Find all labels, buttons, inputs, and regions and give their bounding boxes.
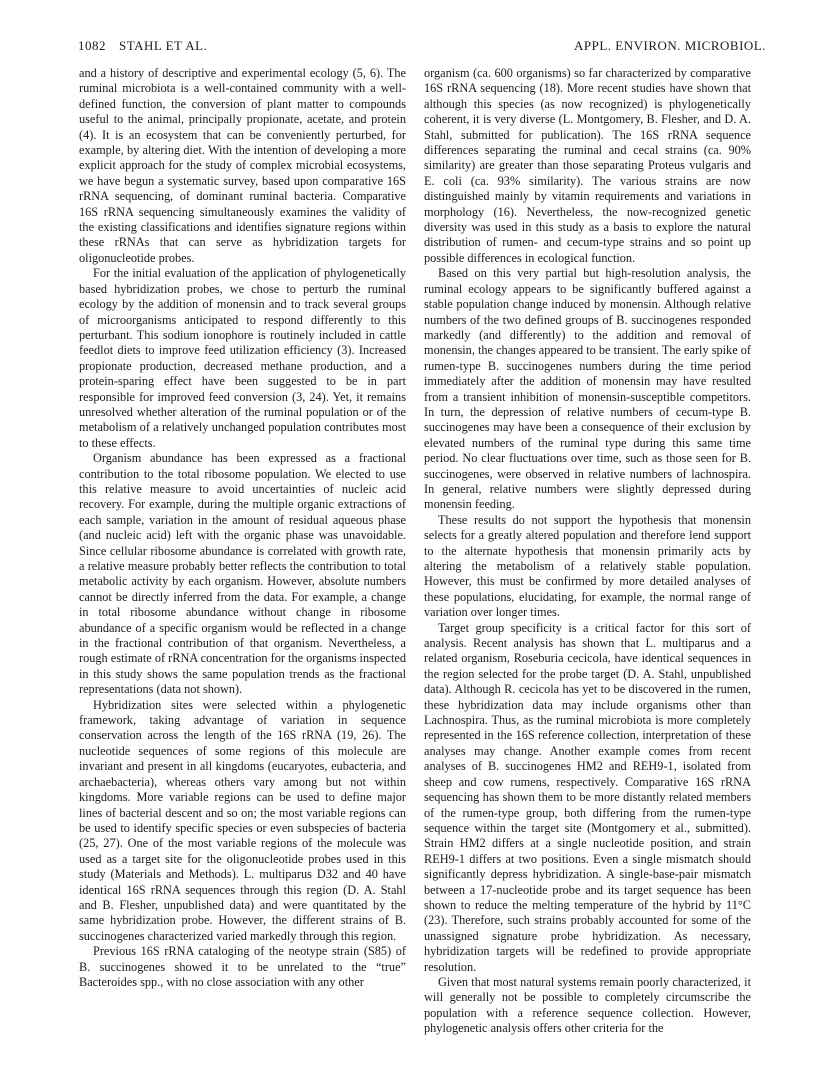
paragraph: For the initial evaluation of the application of phylogenetically based hybridization probes, we chose to perturb the ruminal ecology by the addition of monensin and to track several groups of microorganisms anticipated to respond differently to this perturbant. This sodium ionophore is routinely included in cattle feedlot diets to improve feed utilization efficiency (3). Increased propionate production, decreased methane production, and a protein-sparing effect have been suggested to be in part responsible for improved feed conversion (3, 24). Yet, it remains unresolved whether alteration of the ruminal population or of the metabolism of a relatively unchanged population contributes most to these effects. <box>79 266 406 450</box>
left-column <box>79 66 406 990</box>
paragraph: Target group specificity is a critical factor for this sort of analysis. Recent analysis has shown that L. multiparus and a related organism, Roseburia cecicola, have identical sequences in the region selected for the probe target (D. A. Stahl, unpublished data). Although R. cecicola has yet to be discovered in the rumen, these hybridization data may include organisms other than Lachnospira. Thus, as the ruminal microbiota is more completely represented in the 16S reference collection, interpretation of these analyses may change. Another example comes from recent analyses of B. succinogenes HM2 and REH9-1, isolated from sheep and cow rumens, respectively. Comparative 16S rRNA sequencing has shown them to be more distantly related members of the rumen-type group, both differing from the rumen-type sequence within the target site (Montgomery et al., submitted). Strain HM2 differs at a single nucleotide position, and strain REH9-1 differs at two positions. Even a single mismatch should significantly depress hybridization. A single-base-pair mismatch between a 17-nucleotide probe and its target sequence has been shown to reduce the melting temperature of the hybrid by 11°C (23). Therefore, such strains probably accounted for some of the unassigned signature probe hybridization. As necessary, hybridization targets will be redefined to provide appropriate resolution. <box>424 620 751 974</box>
right-column <box>424 66 751 1037</box>
paragraph: Previous 16S rRNA cataloging of the neotype strain (S85) of B. succinogenes showed it to be unrelated to the “true” Bacteroides spp., with no close association with any other <box>79 944 406 989</box>
paragraph: Hybridization sites were selected within a phylogenetic framework, taking advantage of variation in sequence conservation across the length of the 16S rRNA (19, 26). The nucleotide sequences of some regions of this molecule are invariant and present in all kingdoms (eucaryotes, eubacteria, and archaebacteria), whereas others vary among but not within kingdoms. More variable regions can be used to define major lines of bacterial descent and so on; the most variable regions can be used to identify specific species or even subspecies of bacteria (25, 27). One of the most variable regions of the molecule was used as a target site for the oligonucleotide probes used in this study (Materials and Methods). L. multiparus D32 and 40 have identical 16S rRNA sequences through this region (D. A. Stahl and B. Flesher, unpublished data) and were quantitated by the same hybridization probe. However, the different strains of B. succinogenes characterized varied markedly through this region. <box>79 697 406 943</box>
paragraph: These results do not support the hypothesis that monensin selects for a greatly altered population and therefore lend support to the alternate hypothesis that monensin primarily acts by altering the metabolism of a relatively stable population. However, this must be confirmed by more detailed analyses of these populations, elucidating, for example, the normal range of variation over longer times. <box>424 512 751 620</box>
paragraph: Based on this very partial but high-resolution analysis, the ruminal ecology appears to be significantly buffered against a stable population change induced by monensin. Although relative numbers of the two defined groups of B. succinogenes responded markedly (and differently) to the addition and removal of monensin, the changes appeared to be transient. The early spike of rumen-type B. succinogenes numbers during the time period immediately after the addition of monensin may have resulted from a transient inhibition of monensin-susceptible competitors. In turn, the depression of relative numbers of cecum-type B. succinogenes may have been a consequence of their exclusion by elevated numbers of the ruminal type during this same time period. No clear fluctuations over time, such as those seen for B. succinogenes, were observed in relative numbers of lachnospira. In general, relative numbers were slightly depressed during monensin feeding. <box>424 266 751 512</box>
paragraph: Given that most natural systems remain poorly characterized, it will generally not be possible to completely circumscribe the population with a reference sequence collection. However, phylogenetic analysis offers other criteria for the <box>424 974 751 1036</box>
running-authors: STAHL ET AL. <box>119 38 208 53</box>
paragraph: organism (ca. 600 organisms) so far characterized by comparative 16S rRNA sequencing (18). More recent studies have shown that although this species (as now recognized) is phylogenetically coherent, it is very diverse (L. Montgomery, B. Flesher, and D. A. Stahl, submitted for publication). The 16S rRNA sequence differences separating the ruminal and cecal strains (ca. 90% similarity) are greater than those separating Proteus vulgaris and E. coli (ca. 93% similarity). The various strains are now distinguished mainly by vitamin requirements and variations in morphology (16). Nevertheless, the now-recognized genetic diversity was used in this study as a basis to explore the natural distribution of rumen- and cecum-type strains and so point up possible differences in ecological function. <box>424 66 751 265</box>
paragraph: Organism abundance has been expressed as a fractional contribution to the total ribosome population. We elected to use this relative measure to avoid uncertainties of nucleic acid recovery. For example, during the multiple organic extractions of each sample, variation in the amount of residual aqueous phase (and nucleic acid) left with the organic phase was unavoidable. Since cellular ribosome abundance is correlated with growth rate, a relative measure probably better reflects the contribution to total metabolic activity by each organism. However, absolute numbers cannot be directly inferred from the data. For example, a change in total ribosome abundance without change in ribosome abundance of a specific organism would be reflected in a change in the fractional contribution of that organism. Nevertheless, a rough estimate of rRNA concentration for the organisms inspected in this study shows the same population trends as the fractional representations (data not shown). <box>79 451 406 697</box>
paragraph: and a history of descriptive and experimental ecology (5, 6). The ruminal microbiota is a well-contained community with a well-defined function, the conversion of plant matter to compounds useful to the animal, principally propionate, acetate, and protein (4). It is an ecosystem that can be conveniently perturbed, for example, by altering diet. With the intention of developing a more explicit approach for the study of complex microbial ecosystems, we have begun a systematic survey, based upon comparative 16S rRNA sequencing, of dominant ruminal bacteria. Comparative 16S rRNA sequencing simultaneously examines the validity of the existing classifications and identifies signature regions within these rRNAs that can serve as hybridization targets for oligonucleotide probes. <box>79 66 406 265</box>
page-number: 1082 <box>78 38 106 53</box>
journal-name: APPL. ENVIRON. MICROBIOL. <box>574 38 766 53</box>
